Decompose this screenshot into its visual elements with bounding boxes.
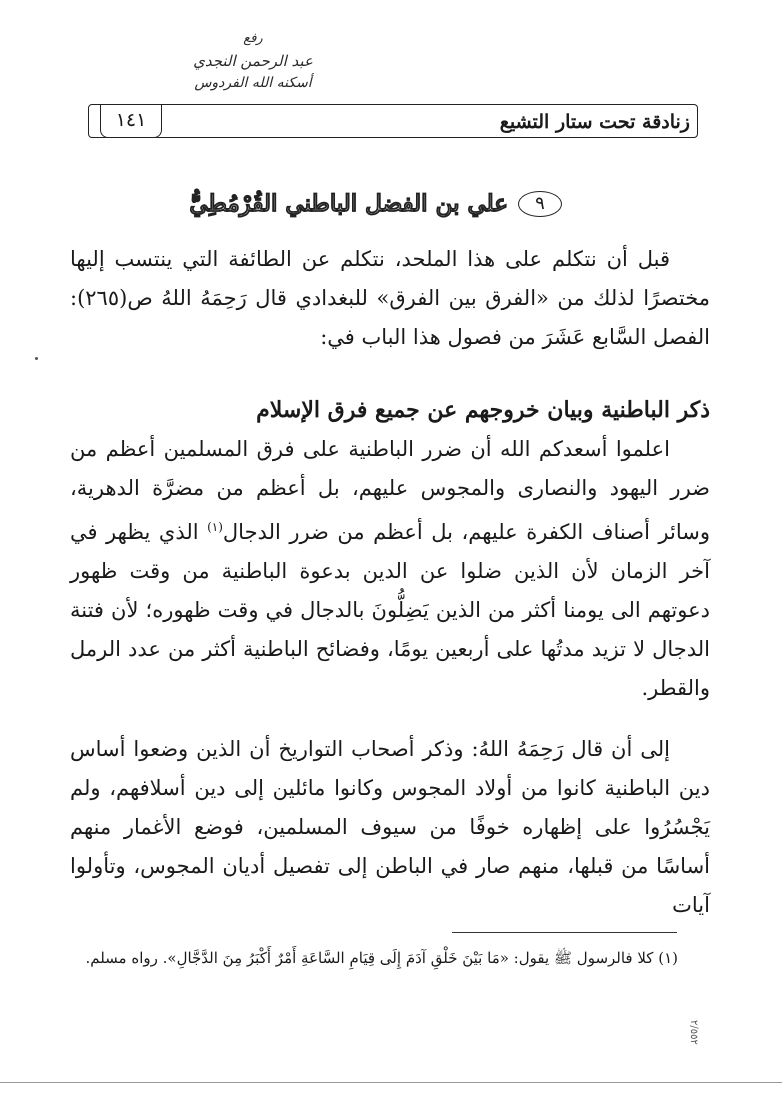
paragraph-1-pre: اعلموا أسعدكم الله أن ضرر الباطنية على فرق المسلمين أعظم من ضرر اليهود والنصارى والمجوس عليهم، بل أعظم من مضرَّة الدهرية، وسائر أصناف الكفرة عليهم، بل أعظم من ضرر الدجال [70, 437, 710, 544]
section-heading: ذكر الباطنية وبيان خروجهم عن جميع فرق الإسلام [256, 397, 710, 423]
stamp-line-3: أسكنه الله الفردوس [194, 75, 312, 91]
bottom-divider [0, 1082, 782, 1083]
chapter-heading [189, 190, 562, 217]
paragraph-1 [70, 430, 710, 708]
footnote-ref: (١) [207, 520, 223, 534]
scan-speck [35, 357, 38, 360]
intro-paragraph [70, 240, 710, 357]
running-title: زنادقة تحت ستار التشيع [499, 111, 690, 133]
footnote: (١) كلا فالرسول ﷺ يقول: «مَا بَيْنَ خَلْقِ آدَمَ إِلَى قِيَامِ السَّاعَةِ أَمْرٌ أَكْبَرُ مِنَ الدَّجَّالِ». رواه مسلم. [85, 949, 678, 967]
paragraph-1-post: الذي يظهر في آخر الزمان لأن الذين ضلوا عن الدين بدعوة الباطنية من وقت ظهور دعوتهم الى يومنا أكثر من الذين يَضِلُّونَ بالدجال في وقت ظهوره؛ لأن فتنة الدجال لا تزيد مدتُها على أربعين يومًا، وفضائح الباطنية أكثر من عدد الرمل والقطر. [70, 520, 710, 700]
chapter-title: علي بن الفضل الباطني القُرْمُطِيُّ [189, 190, 508, 217]
paragraph-2 [70, 730, 710, 925]
paragraph-2-text: إلى أن قال رَحِمَهُ اللهُ: وذكر أصحاب التواريخ أن الذين وضعوا أساس دين الباطنية كانوا من أولاد المجوس وكانوا مائلين إلى دين أسلافهم، ولم يَجْسُرُوا على إظهاره خوفًا من سيوف المسلمين، فوضع الأغمار منهم أساسًا من قبلها، منهم صار في الباطن إلى تفصيل أديان المجوس، وتأولوا آيات [70, 737, 710, 917]
paragraph-1-text [70, 430, 710, 708]
library-stamp [178, 28, 328, 94]
intro-text: قبل أن نتكلم على هذا الملحد، نتكلم عن الطائفة التي ينتسب إليها مختصرًا لذلك من «الفرق بين الفرق» للبغدادي قال رَحِمَهُ اللهُ ص(٢٦٥): الفصل السَّابع عَشَرَ من فصول هذا الباب في: [70, 247, 710, 349]
stamp-line-2: عبد الرحمن النجدي [193, 52, 313, 70]
page-number: ١٤١ [100, 104, 162, 138]
footnote-divider [452, 932, 677, 933]
margin-mark: ٢/٥٥٢ [688, 1020, 699, 1045]
chapter-number: ٩ [518, 191, 562, 217]
stamp-line-1: رفع [243, 31, 263, 46]
